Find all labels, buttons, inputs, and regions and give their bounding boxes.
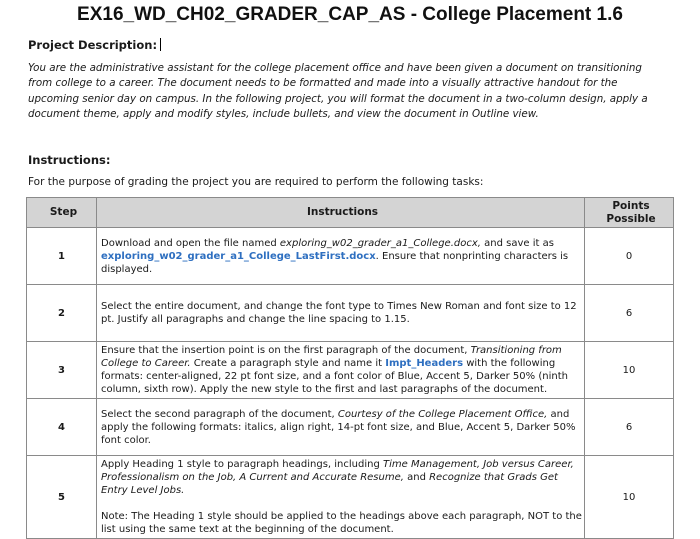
instr-heading-list: Time Management, Job versus Career, Professionalism on the Job, A Current and Accurate Resume, [101, 459, 574, 483]
project-description-label-text: Project Description: [28, 38, 158, 52]
instr-text: Create a paragraph style and name it [190, 358, 386, 369]
instr-text: Select the entire document, and change the font type to Times New Roman and font size to 12 pt. Justify all paragraphs and change the line spacing to 1.15. [101, 301, 577, 325]
step-number: 5 [27, 456, 97, 539]
table-row [27, 399, 674, 456]
instr-text: Select the second paragraph of the document, [101, 408, 338, 420]
step-number: 3 [27, 342, 97, 399]
instr-text: . Ensure that nonprinting characters is displayed. [101, 250, 569, 275]
instr-text: and [403, 472, 430, 483]
step-number: 2 [27, 285, 97, 342]
instr-heading-list: Recognize that Grads Get Entry Level Jobs. [101, 472, 558, 496]
step-points: 0 [585, 228, 674, 285]
step-points: 6 [585, 399, 674, 456]
instr-text: with the following formats: center-aligned, 22 pt font size, and a font color of Blue, Accent 5, Darker 50% (ninth column, sixth row). Apply the new style to the first and last paragraphs of the document. [101, 358, 568, 395]
table-row [27, 285, 674, 342]
instr-style-name: Impt_Headers [385, 358, 464, 369]
instr-paragraph-name: Courtesy of the College Placement Office, [337, 408, 548, 420]
table-row [27, 342, 674, 399]
step-instructions [97, 399, 585, 456]
instr-text: Ensure that the insertion point is on the first paragraph of the document, [101, 345, 471, 356]
instructions-label: Instructions: [28, 153, 111, 167]
step-points: 10 [585, 456, 674, 539]
table-row [27, 456, 674, 539]
step-points: 10 [585, 342, 674, 399]
instr-text: Download and open the file named [101, 237, 280, 249]
step-instructions [97, 456, 585, 539]
header-instructions: Instructions [97, 198, 585, 228]
instr-note: Note: The Heading 1 style should be applied to the headings above each paragraph, NOT to the list using the same text at the beginning of the document. [101, 511, 582, 535]
step-instructions [97, 285, 585, 342]
project-description-label [28, 38, 161, 52]
project-description-text: You are the administrative assistant for the college placement office and have been given a document on transitioning from college to a career. The document needs to be formatted and made into a visually attractive handout for the upcoming senior day on campus. In the following project, you will format the document in a two-column design, apply a document theme, apply and modify styles, include bullets, and view the document in Outline view. [28, 62, 648, 121]
header-step: Step [27, 198, 97, 228]
paragraph-gap [101, 497, 584, 510]
instr-paragraph-name: Transitioning from College to Career. [101, 345, 562, 369]
step-number: 4 [27, 399, 97, 456]
table-row [27, 228, 674, 285]
step-instructions [97, 342, 585, 399]
table-header-row [27, 198, 674, 228]
instr-filename: exploring_w02_grader_a1_College.docx, [279, 237, 481, 249]
instructions-purpose: For the purpose of grading the project you are required to perform the following tasks: [28, 176, 484, 188]
step-points: 6 [585, 285, 674, 342]
step-instructions [97, 228, 585, 285]
header-points: Points Possible [585, 198, 674, 228]
text-cursor [160, 38, 161, 51]
document-title: EX16_WD_CH02_GRADER_CAP_AS - College Placement 1.6 [77, 4, 623, 25]
step-number: 1 [27, 228, 97, 285]
instr-text: and save it as [480, 237, 554, 249]
tasks-table [26, 197, 674, 539]
instr-save-filename: exploring_w02_grader_a1_College_LastFirst.docx [101, 250, 376, 262]
instr-text: and apply the following formats: italics, align right, 14-pt font size, and Blue, Accent 5, Darker 50% font color. [101, 408, 576, 446]
instr-text: Apply Heading 1 style to paragraph headings, including [101, 459, 384, 470]
